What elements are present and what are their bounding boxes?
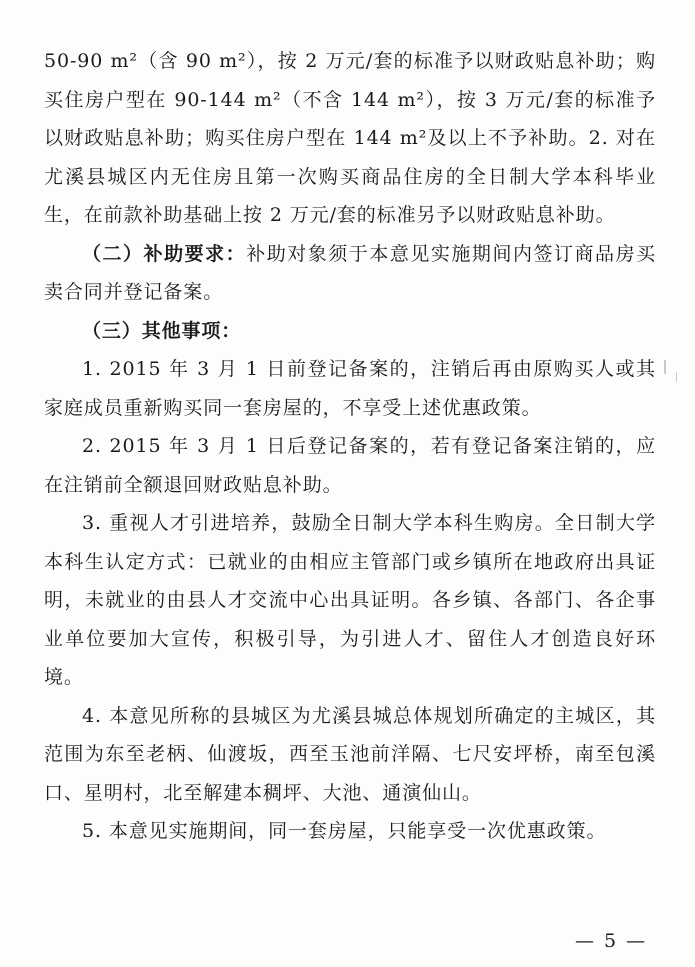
paragraph-text: 4. 本意见所称的县城区为尤溪县城总体规划所确定的主城区，其范围为东至老柄、仙渡坂，西至玉池前洋隔、七尺安坪桥，南至包溪口、星明村，北至解建本稠坪、大池、通演仙山。 xyxy=(44,704,656,804)
paragraph-subsidy-requirements xyxy=(44,235,656,312)
paragraph-text: 50-90 m²（含 90 m²），按 2 万元/套的标准予以财政贴息补助；购买住房户型在 90-144 m²（不含 144 m²），按 3 万元/套的标准予以财政贴息补助；购买住房户型在 144 m²及以上不予补助。2. 对在尤溪县城区内无住房且第一次购买商品住房的全日制大学本科毕业生，在前款补助基础上按 2 万元/套的标准另予以财政贴息补助。 xyxy=(44,50,656,226)
page-number: — 5 — xyxy=(575,930,648,952)
body-text xyxy=(44,42,656,851)
paragraph-item-1 xyxy=(44,350,656,427)
section-heading: （三）其他事项： xyxy=(82,319,242,342)
paragraph-item-2 xyxy=(44,427,656,504)
paragraph-item-5 xyxy=(44,812,656,851)
paragraph-text: 5. 本意见实施期间，同一套房屋，只能享受一次优惠政策。 xyxy=(82,820,607,842)
paragraph-text: 补助对象须于本意见实施期间内签订商品房买卖合同并登记备案。 xyxy=(44,242,656,303)
paragraph-text: 1. 2015 年 3 月 1 日前登记备案的，注销后再由原购买人或其家庭成员重新购买同一套房屋的，不享受上述优惠政策。 xyxy=(44,358,656,419)
scan-speck xyxy=(664,360,666,374)
section-heading: （二）补助要求： xyxy=(82,242,247,265)
paragraph-text: 2. 2015 年 3 月 1 日后登记备案的，若有登记备案注销的，应在注销前全额退回财政贴息补助。 xyxy=(44,435,656,496)
paragraph-item-3 xyxy=(44,504,656,697)
paragraph-item-4 xyxy=(44,697,656,813)
paragraph-other-matters xyxy=(44,312,656,351)
scan-speck xyxy=(676,372,677,382)
paragraph-subsidy-policy xyxy=(44,42,656,235)
paragraph-text: 3. 重视人才引进培养，鼓励全日制大学本科生购房。全日制大学本科生认定方式：已就业的由相应主管部门或乡镇所在地政府出具证明，未就业的由县人才交流中心出具证明。各乡镇、各部门、各企事业单位要加大宣传，积极引导，为引进人才、留住人才创造良好环境。 xyxy=(44,512,656,688)
